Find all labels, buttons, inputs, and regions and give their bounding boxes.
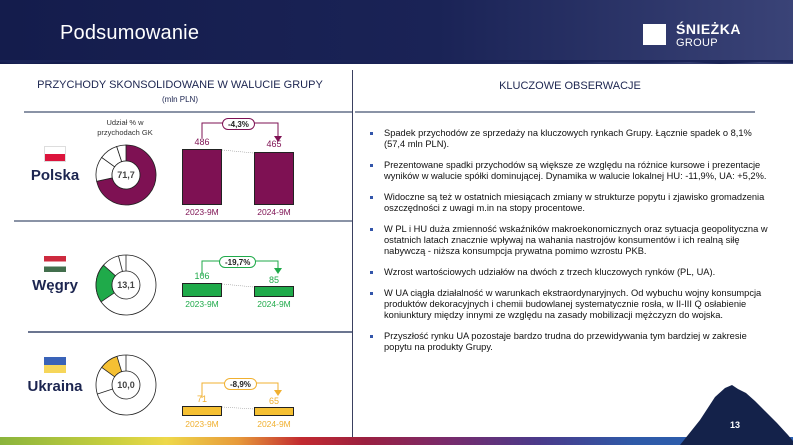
share-value: 71,7 (117, 170, 135, 180)
ukraine-flag-icon (44, 357, 66, 373)
connector-line (222, 149, 254, 155)
value-2023: 71 (196, 394, 207, 404)
observation-item: Przyszłość rynku UA pozostaje bardzo trudna do przewidywania tym bardziej w zakresie popytu na produkty Grupy. (368, 331, 768, 353)
connector-line (222, 283, 254, 289)
year-label-2024: 2024-9M (257, 207, 291, 217)
logo-square-icon (643, 24, 666, 45)
country-wegry (20, 256, 90, 294)
slide-header (0, 0, 793, 64)
observations-list (368, 128, 768, 363)
revenue-unit: (mln PLN) (161, 95, 198, 104)
revenue-section-title: PRZYCHODY SKONSOLIDOWANE W WALUCIE GRUPY (37, 79, 323, 91)
country-name: Węgry (32, 277, 78, 294)
page-number: 13 (729, 420, 740, 430)
bar-2023-polska (182, 149, 222, 205)
column-divider (352, 70, 353, 440)
year-label-2023: 2023-9M (185, 419, 219, 429)
right-header-rule (355, 111, 755, 113)
change-badge-wegry: -19,7% (219, 256, 256, 268)
donut-caption-line1: Udział % w (106, 118, 144, 127)
slide-title: Podsumowanie (60, 22, 200, 44)
connector-line (222, 406, 254, 412)
logo-name: ŚNIEŻKA (676, 21, 741, 37)
country-polska (20, 146, 90, 184)
brand-gradient-bar (0, 437, 793, 445)
change-badge-polska: -4,3% (222, 118, 255, 130)
bar-2024-polska (254, 152, 294, 205)
row-divider-1 (14, 220, 352, 222)
donut-caption (88, 118, 162, 138)
observation-item: Spadek przychodów ze sprzedaży na kluczowych rynkach Grupy. Łącznie spadek o 8,1% (57,4 mln PLN). (368, 128, 768, 150)
hungary-flag-icon (44, 256, 66, 272)
bar-2023-ukraina (182, 406, 222, 416)
country-ukraina (20, 357, 90, 395)
left-header-rule (24, 111, 352, 113)
value-2024: 465 (266, 139, 282, 149)
observation-item: W UA ciągła działalność w warunkach ekstraordynaryjnych. Od wybuchu wojny konsumpcja produktów dekoracyjnych i chemii budowlanej systematycznie rosła, w II-III Q osłabienie koniunktury między innymi ze względu na zasady mobilizacji mężczyzn do wojska. (368, 288, 768, 321)
value-2024: 65 (268, 396, 279, 406)
country-name: Ukraina (27, 378, 83, 395)
torn-edge-decoration (0, 60, 793, 66)
value-2023: 106 (194, 271, 210, 281)
year-label-2024: 2024-9M (257, 299, 291, 309)
poland-flag-icon (44, 146, 66, 162)
bar-2024-ukraina (254, 407, 294, 416)
year-label-2023: 2023-9M (185, 207, 219, 217)
country-name: Polska (30, 167, 80, 184)
year-label-2024: 2024-9M (257, 419, 291, 429)
bar-2024-wegry (254, 286, 294, 297)
logo-sub: GROUP (676, 37, 718, 49)
observation-item: Prezentowane spadki przychodów są większe ze względu na różnice kursowe i prezentacje wyników w walucie spółki dominującej. Dynamika w walucie lokalnej HU: -11,9%, UA: +5,2%. (368, 160, 768, 182)
value-2024: 85 (268, 275, 279, 285)
value-2023: 486 (194, 137, 210, 147)
observations-section-header: KLUCZOWE OBSERWACJE (499, 80, 641, 92)
share-value: 13,1 (117, 280, 135, 290)
observation-item: Wzrost wartościowych udziałów na dwóch z trzech kluczowych rynków (PL, UA). (368, 267, 768, 278)
row-divider-2 (28, 331, 352, 333)
share-value: 10,0 (117, 380, 135, 390)
observation-item: W PL i HU duża zmienność wskaźników makroekonomicznych oraz sytuacja geopolityczna w ostatnich latach znacznie wpływaj na wahania nastrojów konsumentów i ich realną siłę nabywczą - niższa konsumpcja prywatna pomimo wzrostu PKB. (368, 224, 768, 257)
change-badge-ukraina: -8,9% (224, 378, 257, 390)
revenue-section-header (10, 79, 350, 104)
mountain-peak-decoration (680, 385, 793, 445)
year-label-2023: 2023-9M (185, 299, 219, 309)
observation-item: Widoczne są też w ostatnich miesiącach zmiany w strukturze popytu i zjawisko gromadzenia oszczędności z uwagi m.in na stopy procentowe. (368, 192, 768, 214)
donut-caption-line2: przychodach GK (97, 128, 153, 137)
bar-2023-wegry (182, 283, 222, 297)
